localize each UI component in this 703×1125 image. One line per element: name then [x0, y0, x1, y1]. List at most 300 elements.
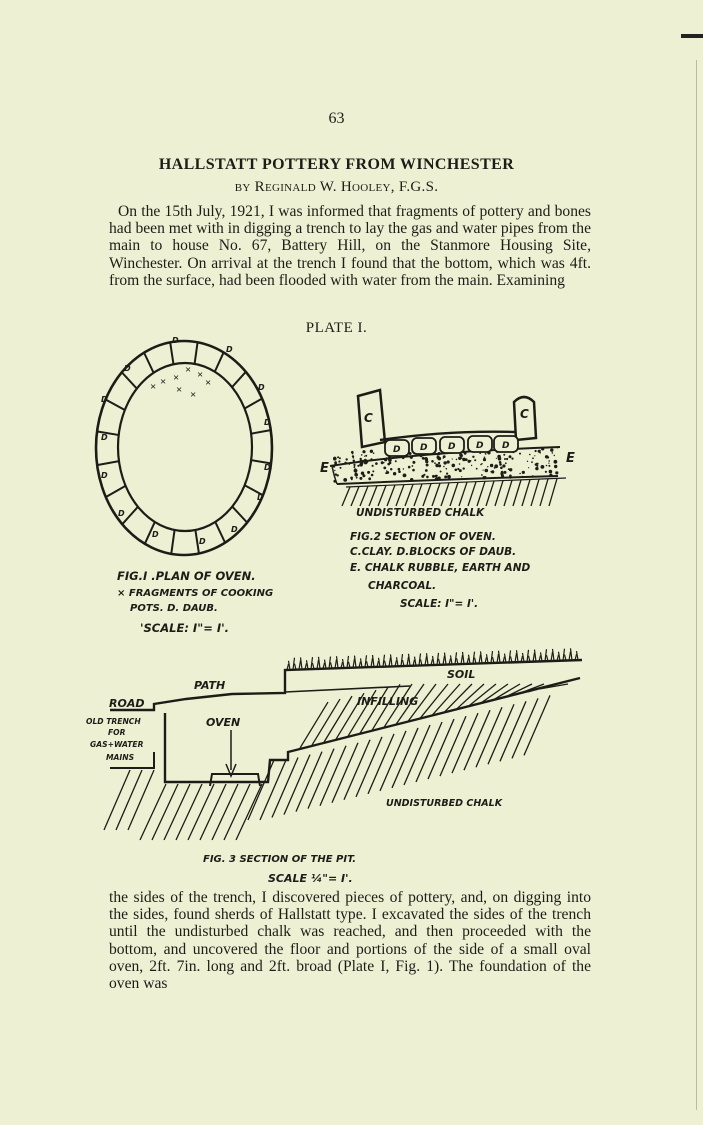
plate-label: PLATE I. [305, 320, 368, 336]
fig2-rubble-dot [362, 450, 365, 453]
fig3-grass-blade [337, 656, 339, 668]
fig2-rubble-dot [338, 460, 340, 462]
fig2-rubble-dot [541, 465, 545, 469]
fig1-block-divider [170, 342, 173, 365]
fig2-rubble-dot [356, 477, 358, 479]
fig3-trench-line3: GAS+WATER [90, 740, 144, 749]
fig3-ground-hatch-line [428, 719, 454, 779]
fig1-caption-title: FIG.I .PLAN OF OVEN. [117, 569, 256, 583]
fig3-grass-blade [391, 654, 393, 666]
fig3-ground-hatch-line [104, 770, 130, 830]
fig1-block-divider [144, 353, 154, 373]
fig3-grass-blade [325, 660, 327, 669]
fig2-rubble-dot [483, 458, 486, 461]
fig2-rubble-dot [372, 470, 374, 472]
fig2-rubble-dot [550, 448, 553, 451]
fig2-rubble-dot [554, 455, 555, 456]
fig2-caption-title: FIG.2 SECTION OF OVEN. [350, 531, 496, 543]
fig2-rubble-dot [545, 471, 547, 473]
fig3-grass-blade [445, 653, 447, 665]
fig3-grass-blade [535, 650, 537, 662]
fig2-rubble-dot [346, 458, 348, 460]
fig2-rubble-dot [470, 460, 471, 461]
fig3-ground-hatch-line [308, 749, 334, 809]
fig2-rubble-dot [337, 475, 338, 476]
fig2-rubble-dot [504, 458, 506, 460]
fig3-grass-blade [371, 658, 373, 667]
fig3-grass-blade [307, 660, 309, 669]
fig1-block-divider [106, 400, 125, 410]
fig2-rubble-dot [431, 460, 434, 463]
fig2-rubble-dot [546, 465, 548, 467]
fig3-trench-line4: MAINS [106, 753, 135, 762]
fig2-ground-label: UNDISTURBED CHALK [356, 507, 485, 519]
fig2-rubble-dot [459, 469, 462, 472]
fig3-grass-blade [409, 654, 411, 666]
fig2-rubble-dot [483, 470, 484, 471]
fig3-trench-line1: OLD TRENCH [86, 717, 141, 726]
fig3-ground-hatch-line [392, 728, 418, 788]
fig1-daub-mark: D [101, 395, 108, 404]
figure-3-section-of-pit [80, 640, 600, 890]
fig2-rubble-dot [461, 457, 463, 459]
fig3-chalk-label: UNDISTURBED CHALK [386, 798, 503, 809]
fig2-rubble-dot [548, 460, 550, 462]
fig2-rubble-dot [452, 464, 456, 468]
fig2-rubble-dot [471, 465, 472, 466]
fig2-rubble-dot [485, 453, 487, 455]
fig2-rubble-dot [456, 459, 458, 461]
fig2-rubble-dot [511, 458, 513, 460]
fig1-daub-mark: D [257, 493, 264, 502]
fig2-rubble-dot [391, 469, 393, 471]
fig2-rubble-dot [367, 471, 370, 474]
fig1-daub-mark: D [152, 530, 159, 539]
fig3-grass-blade [499, 651, 501, 663]
fig2-daub-mark: D [420, 443, 428, 453]
fig2-rubble-dot [408, 466, 411, 469]
fig2-rubble-dot [472, 456, 474, 458]
fig3-ground-hatch-line [224, 784, 250, 840]
fig2-rubble-dot [432, 475, 435, 478]
fig3-ground-hatch-line [236, 784, 262, 840]
fig2-rubble-dot [499, 463, 502, 466]
fig3-grass-blade [571, 648, 573, 660]
fig2-rubble-dot [502, 464, 505, 467]
fig1-block-divider [215, 522, 225, 542]
figure-2-section-of-oven [310, 385, 590, 615]
fig2-hatch-line [450, 483, 458, 506]
fig2-rubble-dot [491, 470, 494, 473]
fig3-grass-blade [407, 657, 409, 666]
fig2-rubble-dot [343, 478, 347, 482]
fig3-grass-blade [517, 650, 519, 662]
fig2-rubble-dot [353, 457, 355, 459]
fig3-ground-hatch-line [440, 716, 466, 776]
fig1-block-divider [232, 371, 247, 387]
article-title: HALLSTATT POTTERY FROM WINCHESTER [158, 156, 515, 173]
fig3-grass-blade [443, 656, 445, 665]
fig3-grass-blade [289, 661, 291, 670]
fig1-caption-line4: 'SCALE: I"= I'. [140, 621, 230, 635]
fig1-block-divider [122, 372, 137, 388]
fig2-rubble-dot [509, 455, 512, 458]
fig2-daub-mark: D [476, 441, 484, 451]
fig3-ground-hatch-line [512, 698, 538, 758]
fig2-rubble-dot [443, 457, 444, 458]
fig2-rubble-dot [403, 468, 404, 469]
fig1-block-divider [171, 531, 174, 554]
fig3-grass-blade [301, 657, 303, 669]
fig2-hatch-line [468, 482, 476, 506]
fig2-daub-mark: D [393, 445, 401, 455]
fig2-rubble-dot [381, 461, 384, 464]
fig2-hatch-line [396, 485, 404, 506]
fig2-rubble-dot [504, 471, 507, 474]
fig3-path-label: PATH [194, 679, 226, 692]
fig2-hatch-line [342, 487, 350, 506]
fig2-hatch-line [522, 480, 530, 506]
fig3-ground-hatch-line [344, 740, 370, 800]
fig2-rubble-dot [412, 461, 415, 464]
fig2-rubble-dot [425, 469, 428, 472]
fig3-grass-blade [505, 654, 507, 663]
fig2-rubble-dot [334, 470, 335, 471]
fig3-grass-blade [397, 657, 399, 666]
fig2-rubble-dot [339, 457, 341, 459]
article-byline [0, 179, 673, 196]
fig2-rubble-dot [505, 462, 507, 464]
fig2-rubble-dot [490, 464, 493, 467]
fig3-grass-blade [427, 653, 429, 665]
fig2-rubble-dot [372, 465, 374, 467]
fig2-rubble-dot [353, 464, 355, 466]
fig3-grass-blade [353, 659, 355, 668]
fig3-grass-blade [343, 659, 345, 668]
fig2-rubble-dot [373, 452, 375, 454]
byline-prefix: by [234, 179, 251, 195]
fig2-mark-e-left: E [320, 461, 329, 476]
fig2-rubble-dot [438, 457, 442, 461]
fig2-rubble-dot [484, 457, 486, 459]
fig2-rubble-dot [440, 471, 442, 473]
fig1-daub-mark: D [264, 418, 271, 427]
fig1-block-divider [244, 398, 263, 409]
page-edge-mark [681, 34, 703, 38]
fig3-grass-blade [559, 652, 561, 661]
fig2-rubble-dot [509, 468, 512, 471]
fig2-rubble-dot [444, 475, 447, 478]
fig2-rubble-dot [462, 458, 465, 461]
fig2-rubble-dot [438, 462, 440, 464]
fig3-grass-blade [469, 655, 471, 664]
fig2-rubble-dot [548, 465, 550, 467]
fig1-daub-mark: D [118, 509, 125, 518]
fig2-hatch-line [504, 480, 512, 506]
fig2-rubble-dot [522, 471, 525, 474]
fig2-rubble-dot [368, 477, 371, 480]
fig3-trench-line2: FOR [108, 728, 126, 737]
fig2-rubble-dot [422, 457, 425, 460]
fig2-hatch-line [360, 486, 368, 506]
fig2-hatch-line [378, 485, 386, 506]
fig1-daub-mark: D [199, 537, 206, 546]
fig1-block-divider [123, 507, 138, 523]
paragraph-2: the sides of the trench, I discovered pieces of pottery, and, on digging into the sides, found sherds of Hallstatt type. I excavated the sides of the trench until the undisturbed chalk was reached, and then proceeded with the bottom, and uncovered the floor and portions of the side of a small oval oven, 2ft. 7in. long and 2ft. broad (Plate I, Fig. 1). The foundation of the oven was [109, 889, 591, 993]
fig3-ground-hatch-line [416, 722, 442, 782]
fig2-rubble-dot [444, 462, 447, 465]
paragraph-1: On the 15th July, 1921, I was informed that fragments of pottery and bones had been met with in digging a trench to lay the gas and water pipes from the main to house No. 67, Battery Hill, on the Stanmore Housing Site, Winchester. On arrival at the trench I found that the bottom, which was 4ft. from the surface, had been flooded with water from the main. Examining [109, 203, 591, 289]
fig3-ground-hatch-line [248, 760, 274, 820]
fig2-daub-mark: D [448, 442, 456, 452]
fig1-daub-mark: D [172, 336, 179, 345]
fig3-grass-blade [319, 657, 321, 669]
fig2-rubble-dot [531, 461, 533, 463]
fig1-daub-mark: D [226, 345, 233, 354]
fig2-rubble-dot [481, 474, 483, 476]
fig2-hatch-line [477, 481, 485, 506]
fig2-rubble-dot [555, 466, 557, 468]
fig3-grass-blade [515, 653, 517, 662]
fig3-ground-hatch-line [212, 784, 238, 840]
fig2-rubble-dot [519, 453, 521, 455]
fig2-hatch-line [513, 480, 521, 506]
fig2-hatch-line [351, 486, 359, 506]
fig3-grass-blade [569, 651, 571, 660]
fig2-rubble-dot [506, 458, 508, 460]
fig2-rubble-dot [452, 458, 453, 459]
fig2-rubble-dot [538, 450, 541, 453]
fig2-hatch-line [531, 479, 539, 506]
fig3-ground-hatch-line [272, 758, 298, 818]
fig3-ground-hatch-line [176, 784, 202, 840]
fig2-rubble-dot [412, 465, 414, 467]
fig3-grass-blade [317, 660, 319, 669]
fig3-ground-hatch-line [296, 752, 322, 812]
fig3-grass-blade [335, 659, 337, 668]
fig2-rubble-dot [500, 467, 503, 470]
fig3-ground-hatch-line [116, 770, 142, 830]
fig3-grass-blade [451, 655, 453, 664]
fig1-block-divider [214, 352, 223, 373]
fig2-rubble-dot [534, 455, 535, 456]
fig2-rubble-dot [461, 476, 462, 477]
fig3-road-label: ROAD [109, 697, 145, 710]
fig3-oven-label: OVEN [206, 716, 241, 729]
fig2-rubble-dot [463, 467, 465, 469]
fig2-rubble-dot [545, 455, 548, 458]
fig2-rubble-dot [476, 468, 478, 470]
fig3-ground-hatch-line [164, 784, 190, 840]
fig2-rubble-dot [434, 462, 436, 464]
fig2-rubble-dot [337, 456, 339, 458]
fig1-fragment-mark: × [176, 384, 183, 396]
fig3-ground-hatch-line [500, 701, 526, 761]
fig2-rubble-dot [425, 460, 428, 463]
fig2-rubble-dot [395, 460, 397, 462]
fig2-caption-line2: C.CLAY. D.BLOCKS OF DAUB. [350, 546, 517, 558]
fig3-ground-hatch-line [332, 743, 358, 803]
fig3-ground-hatch-line [152, 784, 178, 840]
fig2-rubble-dot [352, 453, 354, 455]
figure-1-plan-of-oven [90, 336, 280, 640]
fig3-ground-hatch-line [284, 755, 310, 815]
fig3-grass-blade [481, 651, 483, 663]
fig1-block-divider [232, 506, 247, 522]
fig2-hatch-line [549, 479, 557, 506]
fig2-daub-mark: D [502, 441, 510, 451]
fig2-mark-c-left: C [364, 411, 373, 425]
fig3-grass-blade [497, 654, 499, 663]
fig3-ground-hatch-line [464, 710, 490, 770]
fig2-rubble-dot [389, 462, 392, 465]
fig3-grass-blade [299, 661, 301, 670]
fig3-ground-hatch-line [128, 770, 154, 830]
fig3-ground-hatch-line [488, 704, 514, 764]
fig3-grass-blade [389, 657, 391, 666]
fig2-rubble-dot [426, 476, 429, 479]
fig2-rubble-dot [555, 471, 558, 474]
fig2-rubble-dot [361, 454, 363, 456]
fig1-caption-line2: × FRAGMENTS OF COOKING [117, 588, 274, 599]
fig2-rubble-dot [496, 458, 497, 459]
fig2-hatch-line [486, 481, 494, 506]
fig2-rubble-dot [535, 463, 538, 466]
fig2-rubble-dot [498, 457, 502, 461]
fig1-fragment-mark: × [205, 377, 212, 389]
fig3-grass-blade [577, 651, 579, 660]
fig2-rubble-dot [375, 462, 378, 465]
fig2-rubble-dot [359, 477, 362, 480]
page-edge-line [696, 60, 697, 1110]
byline-author: Reginald W. Hooley, F.G.S. [254, 179, 439, 195]
fig2-hatch-line [441, 483, 449, 506]
fig2-rubble-dot [426, 464, 429, 467]
fig2-rubble-dot [532, 457, 534, 459]
fig2-caption-line4: CHARCOAL. [368, 580, 437, 592]
fig3-grass-blade [479, 654, 481, 663]
fig2-rubble-dot [412, 469, 415, 472]
fig2-rubble-dot [354, 469, 358, 473]
fig2-rubble-dot [447, 475, 451, 479]
fig2-rubble-dot [354, 473, 358, 477]
fig2-rubble-dot [333, 457, 337, 461]
fig3-grass-blade [415, 657, 417, 666]
fig3-ground-hatch-line [404, 725, 430, 785]
fig3-grass-blade [433, 656, 435, 665]
fig1-fragment-mark: × [197, 369, 204, 381]
fig3-ground-hatch-line [260, 760, 286, 820]
fig2-hatch-line [369, 486, 377, 506]
fig3-ground-hatch-line [356, 737, 382, 797]
fig2-mark-e-right: E [566, 451, 575, 466]
fig3-grass-blade [379, 658, 381, 667]
fig2-rubble-dot [474, 459, 476, 461]
fig1-daub-mark: D [124, 364, 131, 373]
fig2-rubble-dot [446, 473, 448, 475]
fig3-grass-blade [355, 656, 357, 668]
fig3-grass-blade [553, 649, 555, 661]
fig2-rubble-dot [370, 450, 373, 453]
fig2-rubble-dot [519, 473, 521, 475]
fig3-grass-blade [463, 652, 465, 664]
fig3-grass-blade [523, 653, 525, 662]
fig2-rubble-dot [354, 466, 355, 467]
fig2-rubble-dot [386, 471, 389, 474]
fig3-ground-hatch-line [380, 731, 406, 791]
fig1-fragment-mark: × [150, 381, 157, 393]
fig2-rubble-dot [365, 455, 367, 457]
fig1-fragment-mark: × [190, 389, 197, 401]
fig2-rubble-dot [357, 465, 359, 467]
fig2-hatch-line [405, 484, 413, 506]
fig2-hatch-line [387, 485, 395, 506]
fig2-rubble-dot [443, 466, 445, 468]
fig2-rubble-dot [371, 474, 374, 477]
fig2-rubble-dot [535, 450, 537, 452]
fig3-ground-hatch-line [452, 713, 478, 773]
fig2-rubble-dot [403, 474, 407, 478]
fig3-ground-hatch-line [476, 707, 502, 767]
fig2-hatch-line [432, 483, 440, 506]
fig3-infilling-label: INFILLING [357, 695, 419, 708]
fig2-hatch-line [495, 481, 503, 506]
fig2-rubble-dot [362, 474, 365, 477]
fig2-rubble-dot [436, 475, 437, 476]
fig2-rubble-dot [438, 464, 441, 467]
fig3-grass-blade [487, 654, 489, 663]
fig2-rubble-dot [423, 474, 425, 476]
fig3-ground-hatch-line [188, 784, 214, 840]
fig2-mark-c-right: C [520, 407, 529, 421]
fig1-daub-mark: D [101, 471, 108, 480]
fig2-rubble-dot [549, 470, 553, 474]
fig3-grass-blade [533, 653, 535, 662]
fig2-rubble-dot [383, 462, 384, 463]
fig2-rubble-dot [398, 470, 401, 473]
fig3-ground-hatch-line [320, 746, 346, 806]
fig2-rubble-dot [446, 468, 448, 470]
fig3-caption-title: FIG. 3 SECTION OF THE PIT. [203, 854, 357, 865]
fig1-caption-line3: POTS. D. DAUB. [130, 603, 218, 614]
fig2-hatch-line [423, 484, 431, 506]
fig3-grass-blade [373, 655, 375, 667]
fig2-rubble-dot [398, 468, 401, 471]
fig2-rubble-dot [529, 454, 531, 456]
fig2-rubble-dot [383, 467, 386, 470]
fig1-block-divider [251, 430, 272, 434]
fig1-fragment-mark: × [173, 372, 180, 384]
fig3-ground-hatch-line [368, 734, 394, 794]
fig2-rubble-dot [527, 461, 528, 462]
page-number: 63 [328, 110, 345, 127]
fig3-ground-hatch-line [524, 695, 550, 755]
fig2-rubble-dot [480, 464, 482, 466]
fig2-rubble-dot [535, 467, 538, 470]
fig2-rubble-dot [550, 474, 552, 476]
fig2-rubble-dot [455, 469, 458, 472]
fig1-block-divider [106, 486, 125, 497]
fig2-rubble-dot [340, 467, 342, 469]
fig2-hatch-line [540, 479, 548, 506]
fig1-daub-mark: D [264, 463, 271, 472]
fig2-rubble-dot [351, 479, 353, 481]
fig3-grass-blade [551, 652, 553, 661]
fig3-grass-blade [425, 656, 427, 665]
fig2-rubble-dot [554, 460, 558, 464]
fig3-grass-blade [361, 658, 363, 667]
fig3-ground-hatch-line [200, 784, 226, 840]
